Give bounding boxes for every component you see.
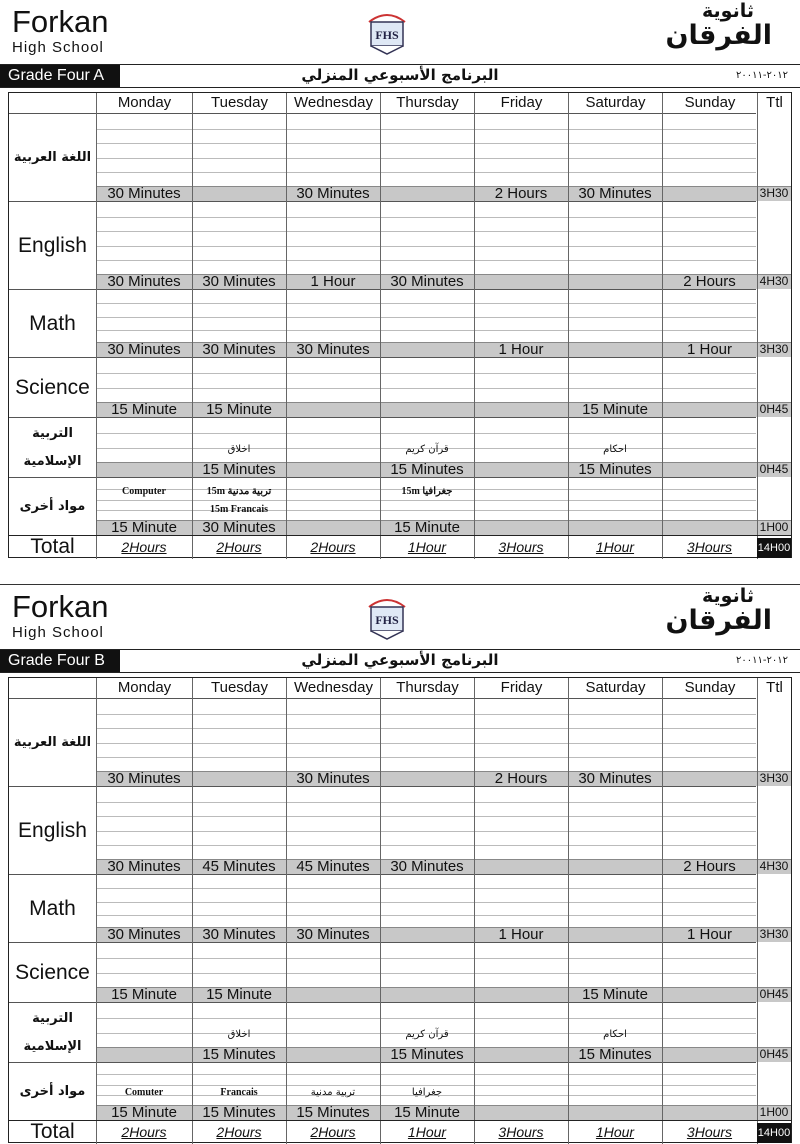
- column-divider: [474, 678, 475, 1144]
- entry-lines: [96, 357, 756, 402]
- assignment-note: 15m تربية مدنية: [206, 486, 272, 497]
- time-amount: 15 Minute: [206, 986, 272, 1003]
- time-amount: 30 Minutes: [296, 926, 370, 943]
- entry-line: [96, 303, 756, 304]
- day-total: 1Hour: [407, 539, 447, 555]
- day-header-monday: Monday: [96, 678, 192, 698]
- time-amount: 2 Hours: [683, 273, 736, 290]
- day-header-sunday: Sunday: [662, 93, 757, 113]
- day-header-thursday: Thursday: [380, 93, 474, 113]
- entry-line: [96, 129, 756, 130]
- subject-label: مواد أخرى: [9, 477, 96, 535]
- column-divider: [192, 678, 193, 1144]
- subject-label: التربية الإسلامية: [9, 1002, 96, 1062]
- assignment-note: اخلاق: [227, 1029, 251, 1040]
- entry-lines: [96, 1002, 756, 1047]
- entry-line: [96, 915, 756, 916]
- day-header-friday: Friday: [474, 93, 568, 113]
- assignment-note: Francais: [220, 1087, 258, 1098]
- time-amount: 15 Minutes: [296, 1104, 370, 1121]
- totals-row: [9, 535, 791, 556]
- school-name-line-1: Forkan: [12, 589, 109, 624]
- subject-total: 0H45: [759, 462, 789, 476]
- column-divider: [474, 93, 475, 559]
- subject-total: 3H30: [759, 771, 789, 785]
- time-amount: 15 Minute: [111, 519, 177, 536]
- grade-bar: [0, 64, 800, 88]
- day-total: 2Hours: [216, 1124, 262, 1140]
- entry-line: [96, 973, 756, 974]
- time-amount: 30 Minutes: [107, 858, 181, 875]
- entry-line: [96, 888, 756, 889]
- school-name-ar-line-2: الفرقان: [665, 19, 772, 51]
- entry-line: [96, 246, 756, 247]
- program-title: البرنامج الأسبوعي المنزلي: [301, 651, 499, 669]
- entry-lines: [96, 874, 756, 927]
- time-amount: 15 Minutes: [202, 461, 276, 478]
- time-amount: 2 Hours: [494, 770, 548, 787]
- school-name-ar-line-2: الفرقان: [665, 604, 772, 636]
- assignment-note: احكام: [603, 444, 627, 455]
- subject-total: 1H00: [759, 1105, 789, 1119]
- day-total: 3Hours: [686, 1124, 733, 1140]
- time-amount: 15 Minutes: [578, 461, 652, 478]
- entry-line: [96, 816, 756, 817]
- day-total: 2Hours: [310, 1124, 356, 1140]
- entry-line: [96, 958, 756, 959]
- day-total: 2Hours: [121, 539, 167, 555]
- column-divider: [757, 93, 758, 559]
- column-divider: [662, 93, 663, 559]
- subject-label: Math: [9, 874, 96, 942]
- day-total: 2Hours: [216, 539, 262, 555]
- time-amount: 30 Minutes: [202, 519, 276, 536]
- column-divider: [568, 678, 569, 1144]
- total-label: Total: [30, 1120, 75, 1143]
- assignment-note: احكام: [603, 1029, 627, 1040]
- subject-total: 0H45: [759, 987, 789, 1001]
- time-amount: 15 Minute: [111, 1104, 177, 1121]
- grand-total: 14H00: [757, 1123, 791, 1143]
- time-amount: 30 Minutes: [107, 273, 181, 290]
- entry-line: [96, 1074, 756, 1075]
- schedule-grade-four-b: [0, 584, 800, 1144]
- school-year: ٢٠١٢-٢٠٠١١: [736, 655, 788, 666]
- time-amount: 30 Minutes: [202, 273, 276, 290]
- subject-label: اللغة العربية: [9, 113, 96, 201]
- school-logo: [365, 593, 409, 643]
- column-divider: [192, 93, 193, 559]
- school-name-ar-line-1: ثانوية: [702, 585, 754, 607]
- subject-label: Math: [9, 289, 96, 357]
- day-header-tuesday: Tuesday: [192, 678, 286, 698]
- column-divider: [568, 93, 569, 559]
- entry-line: [96, 330, 756, 331]
- time-amount: 2 Hours: [494, 185, 548, 202]
- entry-line: [96, 757, 756, 758]
- school-logo: [365, 8, 409, 58]
- day-total: 2Hours: [310, 539, 356, 555]
- total-label: Total: [30, 535, 75, 558]
- entry-line: [96, 1085, 756, 1086]
- subject-total: 1H00: [759, 520, 789, 534]
- day-header-wednesday: Wednesday: [286, 678, 380, 698]
- entry-line: [96, 388, 756, 389]
- assignment-note: اخلاق: [227, 444, 251, 455]
- school-name-ar: [666, 2, 772, 50]
- entry-line: [96, 172, 756, 173]
- day-total: 1Hour: [595, 539, 635, 555]
- time-amount: 30 Minutes: [578, 770, 652, 787]
- assignment-note: جغرافيا: [411, 1087, 443, 1098]
- time-amount: 1 Hour: [686, 926, 733, 943]
- column-divider: [662, 678, 663, 1144]
- time-amount: 15 Minute: [582, 986, 648, 1003]
- day-header-thursday: Thursday: [380, 678, 474, 698]
- time-amount: 15 Minute: [206, 401, 272, 418]
- school-name-en: [12, 591, 108, 640]
- school-name-line-2: High School: [12, 624, 104, 641]
- logo-letters: FHS: [375, 28, 399, 42]
- day-header-monday: Monday: [96, 93, 192, 113]
- entry-lines: [96, 113, 756, 186]
- subject-total: 3H30: [759, 342, 789, 356]
- time-amount: 30 Minutes: [296, 770, 370, 787]
- column-divider: [286, 678, 287, 1144]
- time-amount: 15 Minutes: [202, 1046, 276, 1063]
- subject-label: Science: [9, 357, 96, 417]
- time-amount: 15 Minutes: [202, 1104, 276, 1121]
- column-divider: [757, 678, 758, 1144]
- time-amount: 15 Minutes: [390, 1046, 464, 1063]
- grade-bar: [0, 649, 800, 673]
- day-total: 3Hours: [686, 539, 733, 555]
- subject-total: 4H30: [759, 859, 789, 873]
- subject-total-bar: [96, 186, 791, 201]
- time-amount: 1 Hour: [686, 341, 733, 358]
- time-amount: 15 Minute: [111, 986, 177, 1003]
- time-amount: 15 Minute: [582, 401, 648, 418]
- entry-line: [96, 831, 756, 832]
- time-amount: 30 Minutes: [578, 185, 652, 202]
- time-amount: 30 Minutes: [107, 926, 181, 943]
- subject-total: 3H30: [759, 927, 789, 941]
- ttl-header: Ttl: [757, 678, 791, 698]
- day-header-friday: Friday: [474, 678, 568, 698]
- subject-label: اللغة العربية: [9, 698, 96, 786]
- entry-line: [96, 143, 756, 144]
- entry-lines: [96, 698, 756, 771]
- time-amount: 30 Minutes: [296, 341, 370, 358]
- ttl-header: Ttl: [757, 93, 791, 113]
- subject-total: 0H45: [759, 402, 789, 416]
- entry-lines: [96, 942, 756, 987]
- assignment-note: 15m Francais: [209, 504, 269, 515]
- time-amount: 30 Minutes: [107, 770, 181, 787]
- time-amount: 30 Minutes: [296, 185, 370, 202]
- subject-label: English: [9, 786, 96, 874]
- entry-line: [96, 728, 756, 729]
- time-amount: 30 Minutes: [107, 341, 181, 358]
- time-amount: 15 Minute: [394, 1104, 460, 1121]
- subject-total: 3H30: [759, 186, 789, 200]
- subject-label: التربية الإسلامية: [9, 417, 96, 477]
- school-name-ar: [666, 587, 772, 635]
- assignment-note: تربية مدنية: [310, 1087, 356, 1098]
- time-amount: 45 Minutes: [296, 858, 370, 875]
- timetable-grid: [8, 92, 792, 558]
- day-total: 2Hours: [121, 1124, 167, 1140]
- grand-total: 14H00: [757, 538, 791, 558]
- column-divider: [286, 93, 287, 559]
- day-header-tuesday: Tuesday: [192, 93, 286, 113]
- school-name-line-1: Forkan: [12, 4, 109, 39]
- assignment-note: Comuter: [124, 1087, 164, 1098]
- day-total: 3Hours: [498, 1124, 544, 1140]
- entry-lines: [96, 289, 756, 342]
- time-amount: 1 Hour: [498, 926, 544, 943]
- day-header-sunday: Sunday: [662, 678, 757, 698]
- assignment-note: 15m جغرافيا: [401, 486, 453, 497]
- entry-line: [96, 217, 756, 218]
- column-divider: [380, 93, 381, 559]
- totals-row: [9, 1120, 791, 1141]
- time-amount: 30 Minutes: [390, 273, 464, 290]
- time-amount: 45 Minutes: [202, 858, 276, 875]
- column-divider: [96, 93, 97, 559]
- timetable-grid: [8, 677, 792, 1143]
- assignment-note: قرآن كريم: [405, 444, 449, 455]
- subject-label: Science: [9, 942, 96, 1002]
- school-name-line-2: High School: [12, 39, 104, 56]
- day-total: 1Hour: [407, 1124, 447, 1140]
- logo-letters: FHS: [375, 613, 399, 627]
- day-header-wednesday: Wednesday: [286, 93, 380, 113]
- assignment-note: قرآن كريم: [405, 1029, 449, 1040]
- entry-line: [96, 373, 756, 374]
- entry-line: [96, 260, 756, 261]
- entry-lines: [96, 417, 756, 462]
- day-total: 1Hour: [595, 1124, 635, 1140]
- time-amount: 30 Minutes: [202, 926, 276, 943]
- day-header-saturday: Saturday: [568, 93, 662, 113]
- time-amount: 30 Minutes: [107, 185, 181, 202]
- time-amount: 15 Minute: [394, 519, 460, 536]
- schedule-grade-four-a: [0, 0, 800, 560]
- entry-line: [96, 802, 756, 803]
- subject-total: 4H30: [759, 274, 789, 288]
- subject-label: مواد أخرى: [9, 1062, 96, 1120]
- assignment-note: Computer: [122, 486, 166, 497]
- entry-line: [96, 500, 756, 501]
- time-amount: 15 Minutes: [390, 461, 464, 478]
- school-year: ٢٠١٢-٢٠٠١١: [736, 70, 788, 81]
- column-divider: [380, 678, 381, 1144]
- time-amount: 1 Hour: [310, 273, 356, 290]
- entry-lines: [96, 1062, 756, 1105]
- time-amount: 1 Hour: [498, 341, 544, 358]
- grade-label: Grade Four A: [0, 65, 120, 87]
- time-amount: 30 Minutes: [202, 341, 276, 358]
- entry-line: [96, 845, 756, 846]
- entry-line: [96, 433, 756, 434]
- entry-line: [96, 714, 756, 715]
- time-amount: 30 Minutes: [390, 858, 464, 875]
- entry-lines: [96, 201, 756, 274]
- entry-line: [96, 902, 756, 903]
- time-amount: 15 Minute: [111, 401, 177, 418]
- program-title: البرنامج الأسبوعي المنزلي: [301, 66, 499, 84]
- entry-line: [96, 158, 756, 159]
- grade-label: Grade Four B: [0, 650, 120, 672]
- day-total: 3Hours: [498, 539, 544, 555]
- subject-label: English: [9, 201, 96, 289]
- subject-total: 0H45: [759, 1047, 789, 1061]
- school-name-ar-line-1: ثانوية: [702, 0, 754, 22]
- school-name-en: [12, 6, 108, 55]
- entry-line: [96, 1018, 756, 1019]
- entry-line: [96, 317, 756, 318]
- entry-line: [96, 743, 756, 744]
- time-amount: 2 Hours: [683, 858, 736, 875]
- day-header-saturday: Saturday: [568, 678, 662, 698]
- time-amount: 15 Minutes: [578, 1046, 652, 1063]
- subject-total-bar: [96, 771, 791, 786]
- column-divider: [96, 678, 97, 1144]
- entry-lines: [96, 786, 756, 859]
- entry-line: [96, 231, 756, 232]
